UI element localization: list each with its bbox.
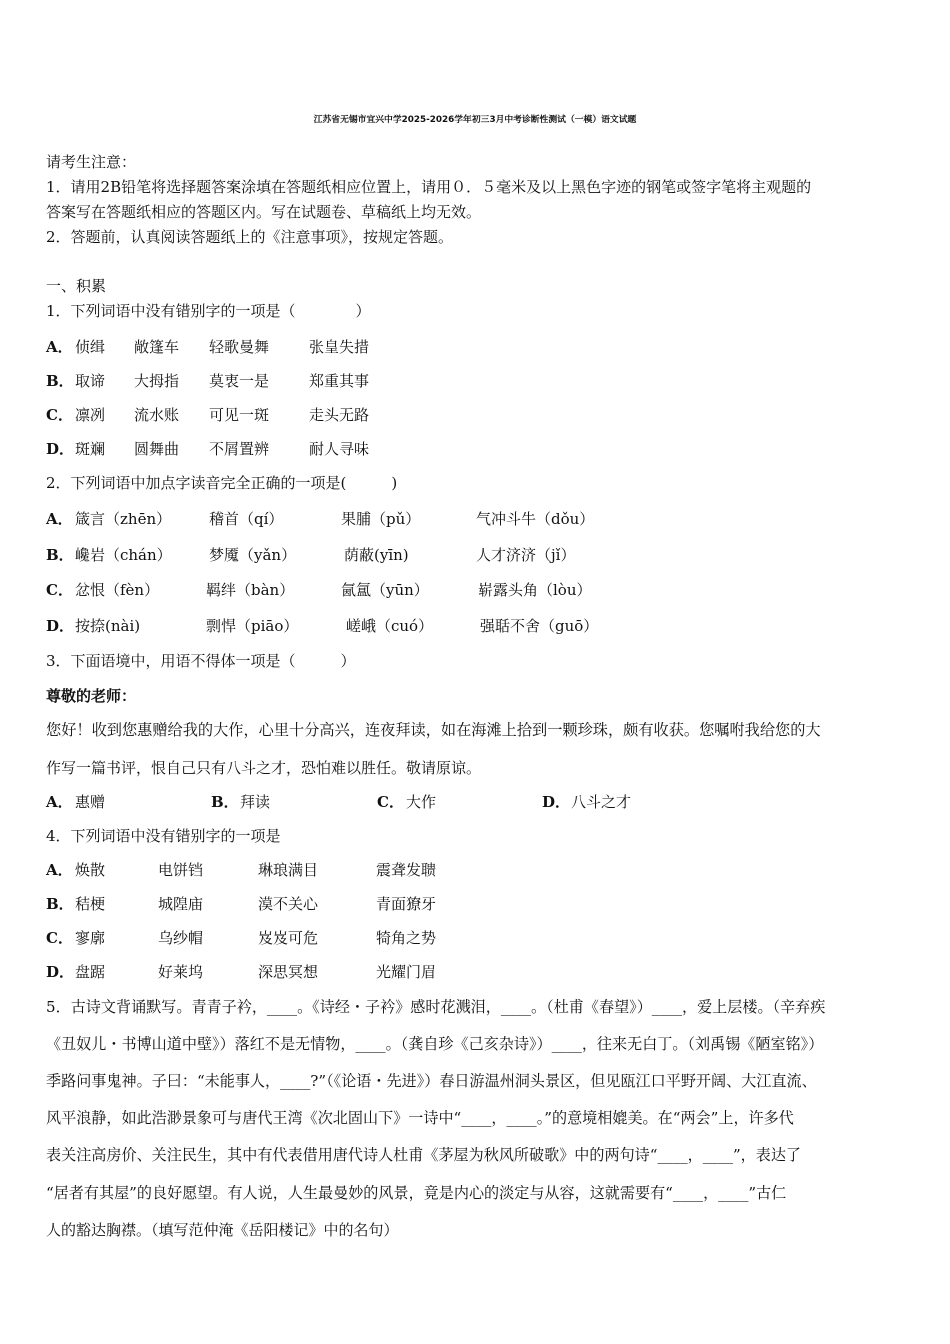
notice-heading: 请考生注意： [46,153,137,171]
question-1-stem: 1．下列词语中没有错别字的一项是（ ） [46,302,371,320]
option-word: 圆舞曲 [134,440,180,458]
option-label: D． [46,617,75,635]
option-word: 剽悍（piāo） [206,617,299,635]
option-word: 梦魇（yǎn） [209,546,297,564]
option-word: 侦缉 [75,338,106,356]
option-label: B． [46,895,74,913]
option-word: 漠不关心 [258,895,319,913]
option-word: 果脯（pǔ） [341,510,421,528]
option-word: 巉岩（chán） [75,546,172,564]
option-word: 稽首（qí） [209,510,284,528]
option-word: 岌岌可危 [258,929,319,947]
option-label: C． [46,929,73,947]
option-word: 寥廓 [75,929,106,947]
option-word: 强聒不舍（guō） [480,617,599,635]
option-word: 羁绊（bàn） [206,581,295,599]
option-word: 敞篷车 [134,338,180,356]
option-word: 郑重其事 [309,372,370,390]
option-word: 氤氲（yūn） [341,581,429,599]
question-4-stem: 4．下列词语中没有错别字的一项是 [46,827,281,845]
paragraph-line: 表关注高房价、关注民生，其中有代表借用唐代诗人杜甫《茅屋为秋风所破歌》中的两句诗“____，____”，表达了 [46,1146,802,1164]
option-word: 斑斓 [75,440,106,458]
option-word: 荫蔽(yīn) [344,546,409,564]
option-label: C． [46,406,73,424]
option-word: 崭露头角（lòu） [478,581,592,599]
option-word: 琳琅满目 [258,861,319,879]
option-word: 走头无路 [309,406,370,424]
notice-line-1b: 答案写在答题纸相应的答题区内。写在试题卷、草稿纸上均无效。 [46,203,482,221]
option-word: 气冲斗牛（dǒu） [476,510,595,528]
option-word: 耐人寻味 [309,440,370,458]
option-word: 震聋发聩 [376,861,437,879]
option-word: 深思冥想 [258,963,319,981]
option-label: B． [211,793,239,811]
question-3-stem: 3．下面语境中，用语不得体一项是（ ） [46,652,356,670]
option-word: 光耀门眉 [376,963,437,981]
question-2-stem: 2．下列词语中加点字读音完全正确的一项是( ) [46,474,398,492]
notice-line-1a: 1．请用2B铅笔将选择题答案涂填在答题纸相应位置上，请用０．５毫米及以上黑色字迹的钢笔或签字笔将主观题的 [46,178,812,196]
option-label: A． [46,338,73,356]
option-word: 犄角之势 [376,929,437,947]
option-word: 人才济济（jǐ） [476,546,576,564]
option-word: 好莱坞 [158,963,204,981]
option-word: 凛冽 [75,406,106,424]
option-word: 张皇失措 [309,338,370,356]
option-word: 轻歌曼舞 [209,338,270,356]
option-word: 箴言（zhēn） [75,510,172,528]
option-word: 盘踞 [75,963,106,981]
option-label: B． [46,546,74,564]
paragraph-line: 风平浪静，如此浩渺景象可与唐代王湾《次北固山下》一诗中“____，____。”的意境相媲美。在“两会”上，许多代 [46,1109,794,1127]
letter-body-line-1: 您好！收到您惠赠给我的大作，心里十分高兴，连夜拜读，如在海滩上拾到一颗珍珠，颇有收获。您嘱咐我给您的大 [46,721,821,739]
option-word: 乌纱帽 [158,929,204,947]
option-word: 大作 [406,793,437,811]
option-word: 八斗之才 [571,793,632,811]
option-word: 莫衷一是 [209,372,270,390]
paragraph-line: “居者有其屋”的良好愿望。有人说，人生最曼妙的风景，竟是内心的淡定与从容，这就需要有“____，____”古仁 [46,1184,787,1202]
option-word: 秸梗 [75,895,106,913]
option-word: 电饼铛 [158,861,204,879]
option-word: 嵯峨（cuó） [346,617,434,635]
paragraph-line: 季路问事鬼神。子曰：“未能事人，____?”（《论语・先进》）春日游温州洞头景区，但见瓯江口平野开阔、大江直流、 [46,1072,817,1090]
letter-salutation: 尊敬的老师： [46,687,137,705]
option-word: 不屑置辨 [209,440,270,458]
option-label: A． [46,793,73,811]
notice-line-2: 2．答题前，认真阅读答题纸上的《注意事项》，按规定答题。 [46,228,454,246]
page-title: 江苏省无锡市宜兴中学2025-2026学年初三3月中考诊断性测试（一模）语文试题 [313,115,637,125]
option-label: D． [46,963,75,981]
option-word: 拜读 [240,793,271,811]
option-word: 按捺(nài) [75,617,141,635]
option-label: B． [46,372,74,390]
option-label: A． [46,510,73,528]
option-label: D． [46,440,75,458]
letter-body-line-2: 作写一篇书评，恨自己只有八斗之才，恐怕难以胜任。敬请原谅。 [46,759,482,777]
option-label: C． [377,793,404,811]
option-word: 惠赠 [75,793,106,811]
option-word: 流水账 [134,406,180,424]
option-word: 城隍庙 [158,895,204,913]
option-label: D． [542,793,571,811]
option-word: 取谛 [75,372,106,390]
option-label: A． [46,861,73,879]
option-word: 焕散 [75,861,106,879]
option-word: 可见一斑 [209,406,270,424]
paragraph-line: 5．古诗文背诵默写。青青子衿，____。《诗经・子衿》感时花溅泪，____。（杜甫《春望》）____，爱上层楼。（辛弃疾 [46,998,826,1016]
paragraph-line: 人的豁达胸襟。（填写范仲淹《岳阳楼记》中的名句） [46,1221,399,1239]
option-word: 大拇指 [134,372,180,390]
option-word: 青面獠牙 [376,895,437,913]
option-label: C． [46,581,73,599]
option-word: 忿恨（fèn） [75,581,160,599]
paragraph-line: 《丑奴儿・书博山道中壁》）落红不是无情物，____。（龚自珍《己亥杂诗》）____，往来无白丁。（刘禹锡《陋室铭》） [46,1035,824,1053]
section-heading: 一、积累 [46,277,107,295]
